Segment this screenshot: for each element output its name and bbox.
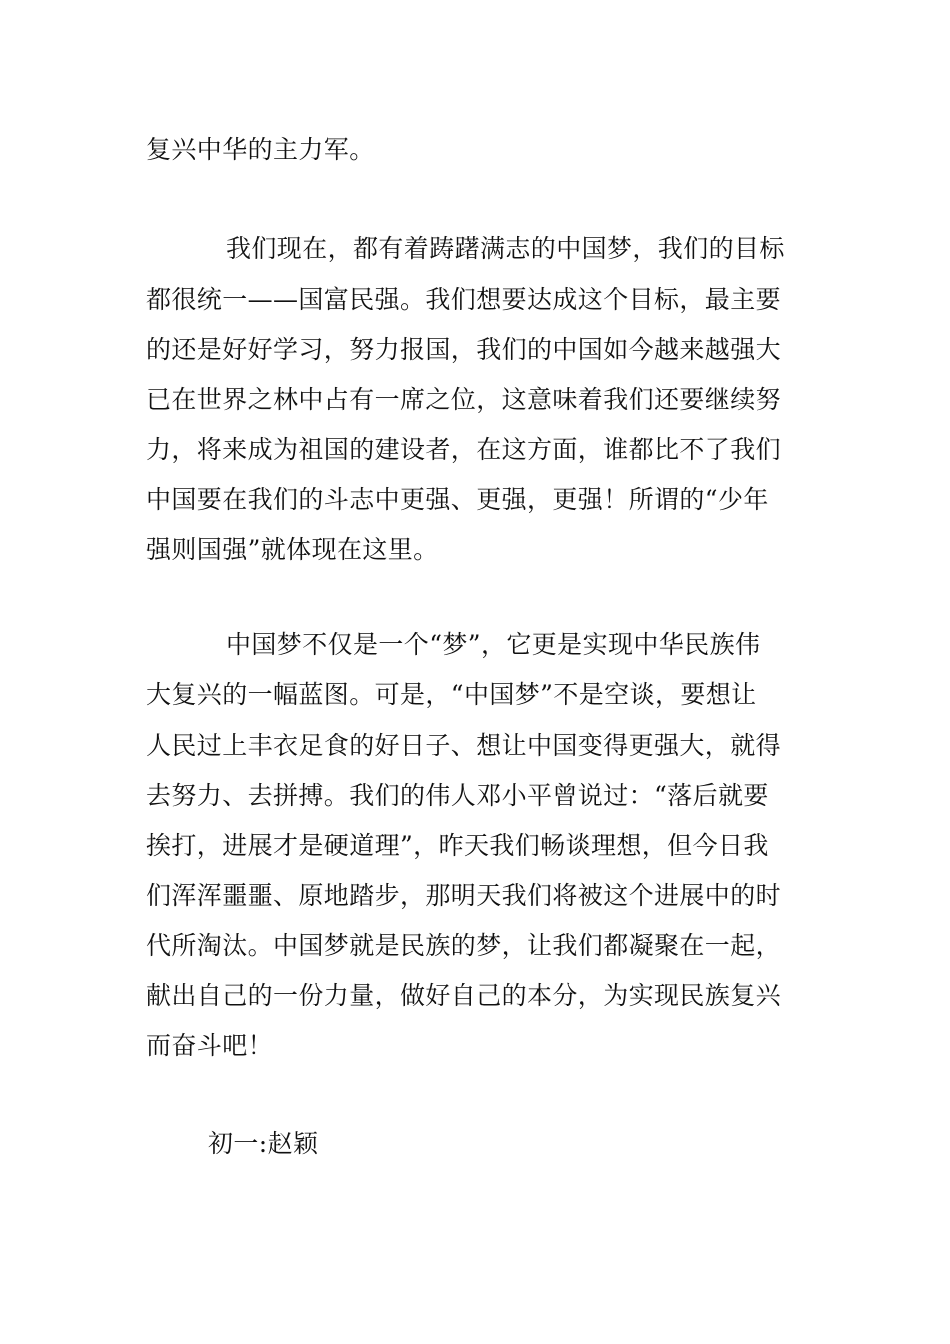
text-line: 献出自己的一份力量，做好自己的本分，为实现民族复兴 [146, 981, 782, 1010]
text-line: 已在世界之林中占有一席之位，这意味着我们还要继续努 [146, 385, 782, 414]
text-line: 我们现在，都有着踌躇满志的中国梦，我们的目标 [226, 234, 785, 263]
text-line: 大复兴的一幅蓝图。可是，“中国梦”不是空谈，要想让 [146, 680, 757, 709]
text-line: 都很统一——国富民强。我们想要达成这个目标，最主要 [146, 285, 782, 314]
text-line: 中国梦不仅是一个“梦”，它更是实现中华民族伟 [226, 630, 761, 659]
text-line: 强则国强”就体现在这里。 [146, 535, 439, 564]
text-line: 代所淘汰。中国梦就是民族的梦，让我们都凝聚在一起， [146, 931, 782, 960]
text-line: 复兴中华的主力军。 [146, 135, 375, 164]
text-line: 人民过上丰衣足食的好日子、想让中国变得更强大，就得 [146, 731, 782, 760]
text-line: 力，将来成为祖国的建设者，在这方面，谁都比不了我们 [146, 435, 782, 464]
text-line: 们浑浑噩噩、原地踏步，那明天我们将被这个进展中的时 [146, 881, 782, 910]
text-line: 而奋斗吧！ [146, 1031, 274, 1060]
text-line: 中国要在我们的斗志中更强、更强，更强！所谓的“少年 [146, 485, 769, 514]
text-line: 的还是好好学习，努力报国，我们的中国如今越来越强大 [146, 335, 782, 364]
text-line: 挨打，进展才是硬道理”，昨天我们畅谈理想，但今日我 [146, 831, 769, 860]
signature: 初一:赵颖 [208, 1129, 319, 1158]
text-line: 去努力、去拼搏。我们的伟人邓小平曾说过：“落后就要 [146, 781, 769, 810]
